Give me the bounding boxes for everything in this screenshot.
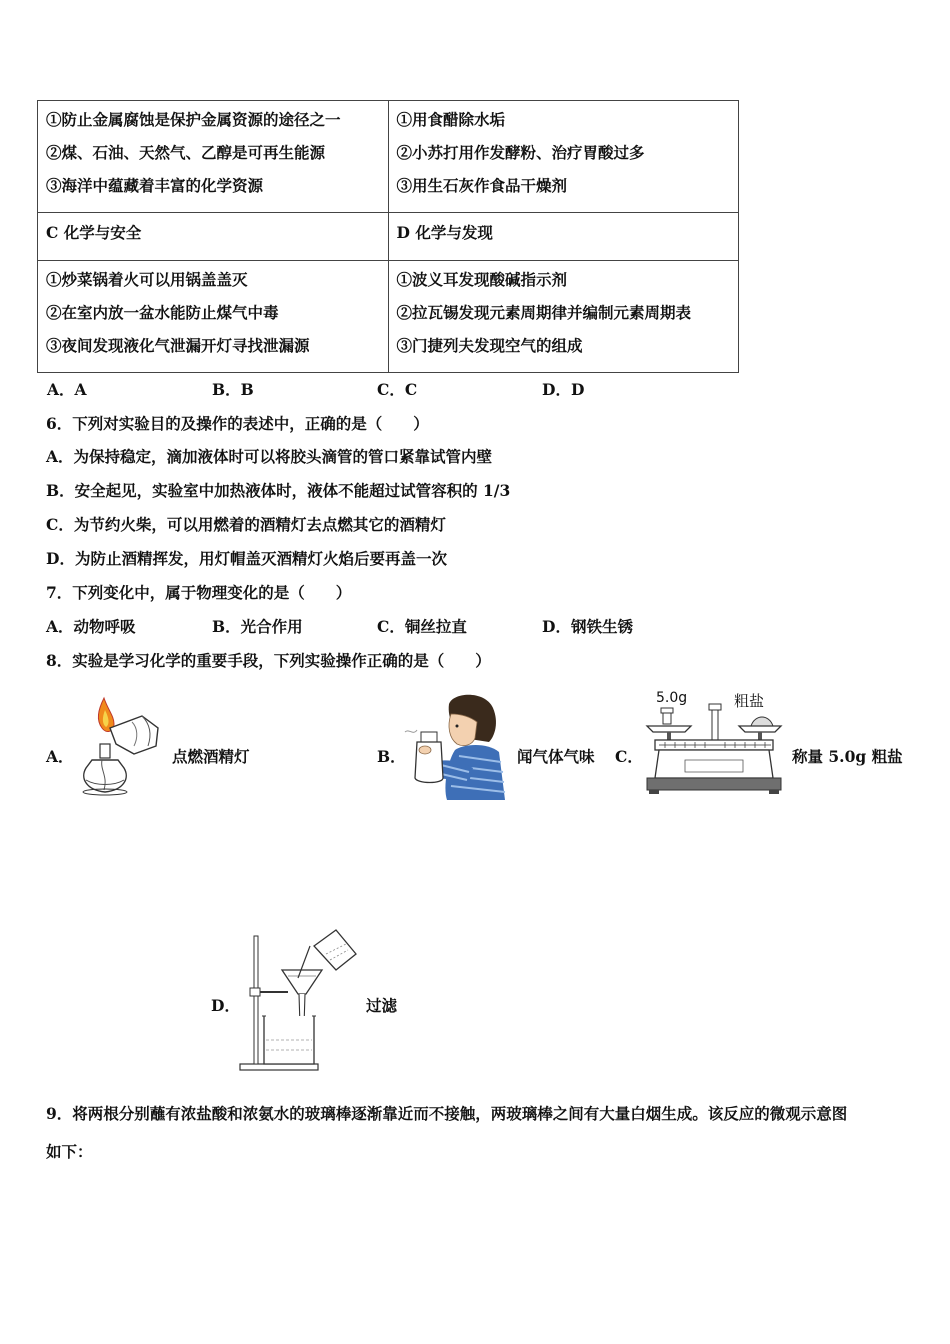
q8-option-b-letter[interactable]: B． bbox=[377, 747, 406, 766]
q5-option-d[interactable]: D．D bbox=[542, 380, 585, 399]
q8-option-b-label: 闻气体气味 bbox=[517, 747, 595, 766]
q8-option-a-label: 点燃酒精灯 bbox=[172, 747, 250, 766]
q5-option-c[interactable]: C．C bbox=[377, 380, 418, 399]
q5-cell-b bbox=[388, 101, 739, 213]
q5-d-line-1: ①波义耳发现酸碱指示剂 bbox=[396, 270, 568, 289]
q8-option-a-letter[interactable]: A． bbox=[46, 747, 74, 766]
q8-option-d-letter[interactable]: D． bbox=[211, 996, 240, 1015]
weight-label: 5.0g bbox=[656, 690, 688, 706]
balance-scale-illustration bbox=[645, 702, 783, 796]
q5-table bbox=[37, 100, 739, 373]
q8-option-c-label: 称量 5.0g 粗盐 bbox=[792, 747, 903, 766]
q5-c-line-1: ①炒菜锅着火可以用锅盖盖灭 bbox=[46, 270, 248, 289]
salt-label: 粗盐 bbox=[734, 692, 765, 710]
q5-a-line-2: ②煤、石油、天然气、乙醇是可再生能源 bbox=[46, 143, 326, 162]
q5-d-line-2: ②拉瓦锡发现元素周期律并编制元素周期表 bbox=[396, 303, 692, 322]
q5-cell-a bbox=[38, 101, 389, 213]
q7-stem: 7．下列变化中，属于物理变化的是（ ） bbox=[46, 583, 352, 602]
q6-option-c[interactable]: C．为节约火柴，可以用燃着的酒精灯去点燃其它的酒精灯 bbox=[46, 515, 446, 534]
q5-a-line-3: ③海洋中蕴藏着丰富的化学资源 bbox=[46, 176, 264, 195]
smelling-gas-illustration bbox=[403, 692, 507, 800]
q5-c-line-3: ③夜间发现液化气泄漏开灯寻找泄漏源 bbox=[46, 336, 310, 355]
filtration-apparatus-illustration bbox=[238, 928, 360, 1074]
q7-option-c[interactable]: C．铜丝拉直 bbox=[377, 617, 467, 636]
q5-c-line-2: ②在室内放一盆水能防止煤气中毒 bbox=[46, 303, 279, 322]
alcohol-lamp-lighting-illustration bbox=[72, 694, 166, 798]
q8-option-d-label: 过滤 bbox=[366, 996, 398, 1015]
q5-option-a[interactable]: A．A bbox=[47, 380, 87, 399]
q5-b-line-3: ③用生石灰作食品干燥剂 bbox=[396, 176, 568, 195]
q9-stem-line-2: 如下： bbox=[46, 1142, 93, 1161]
q6-stem: 6．下列对实验目的及操作的表述中，正确的是（ ） bbox=[46, 414, 429, 433]
q8-option-c-letter[interactable]: C． bbox=[615, 747, 643, 766]
q5-b-line-2: ②小苏打用作发酵粉、治疗胃酸过多 bbox=[396, 143, 645, 162]
q5-header-c: C 化学与安全 bbox=[38, 213, 389, 261]
q6-option-d[interactable]: D．为防止酒精挥发，用灯帽盖灭酒精灯火焰后要再盖一次 bbox=[46, 549, 447, 568]
q5-option-b[interactable]: B．B bbox=[212, 380, 254, 399]
q7-option-a[interactable]: A．动物呼吸 bbox=[46, 617, 136, 636]
q7-option-b[interactable]: B．光合作用 bbox=[212, 617, 303, 636]
q5-cell-c bbox=[38, 261, 389, 373]
q5-a-line-1: ①防止金属腐蚀是保护金属资源的途径之一 bbox=[46, 110, 341, 129]
q6-option-a[interactable]: A．为保持稳定，滴加液体时可以将胶头滴管的管口紧靠试管内壁 bbox=[46, 447, 493, 466]
q8-stem: 8．实验是学习化学的重要手段，下列实验操作正确的是（ ） bbox=[46, 651, 491, 670]
q5-cell-d bbox=[388, 261, 739, 373]
q5-d-line-3: ③门捷列夫发现空气的组成 bbox=[396, 336, 583, 355]
q7-option-d[interactable]: D．钢铁生锈 bbox=[542, 617, 633, 636]
q6-option-b[interactable]: B．安全起见，实验室中加热液体时，液体不能超过试管容积的 1/3 bbox=[46, 481, 511, 500]
q5-b-line-1: ①用食醋除水垢 bbox=[396, 110, 506, 129]
q5-header-d: D 化学与发现 bbox=[388, 213, 739, 261]
q9-stem-line-1: 9．将两根分别蘸有浓盐酸和浓氨水的玻璃棒逐渐靠近而不接触，两玻璃棒之间有大量白烟生成。该反应的微观示意图 bbox=[46, 1104, 848, 1123]
